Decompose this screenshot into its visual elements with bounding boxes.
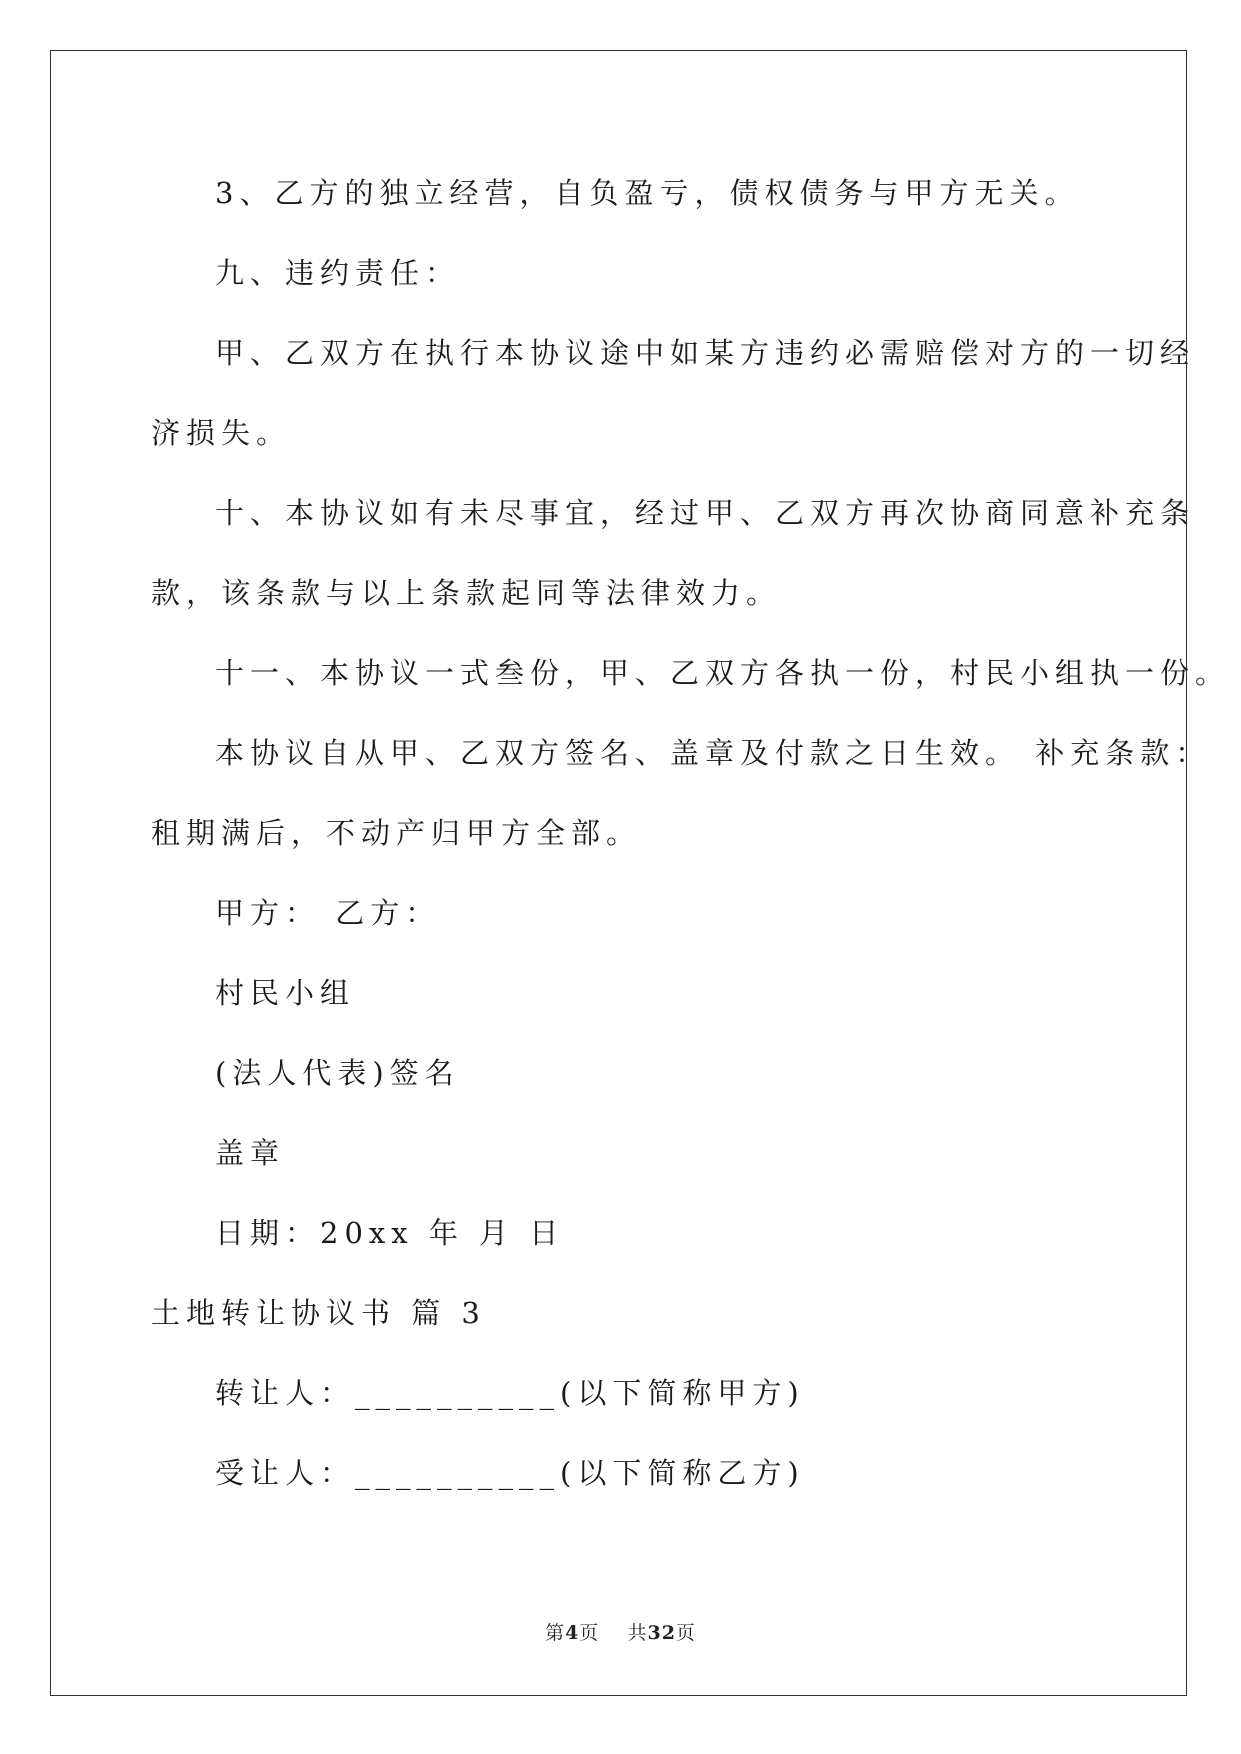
paragraph-debt-clause: 3、乙方的独立经营，自负盈亏，债权债务与甲方无关。 bbox=[215, 176, 1080, 210]
page-border bbox=[50, 50, 1187, 1696]
paragraph-copies: 十一、本协议一式叁份，甲、乙双方各执一份，村民小组执一份。 bbox=[215, 656, 1231, 690]
paragraph-breach-line1: 甲、乙双方在执行本协议途中如某方违约必需赔偿对方的一切经 bbox=[215, 336, 1196, 370]
footer-suffix: 页 bbox=[675, 1622, 696, 1644]
paragraph-supplement-line2: 款，该条款与以上条款起同等法律效力。 bbox=[151, 576, 782, 610]
signature-parties: 甲方： 乙方： bbox=[215, 896, 441, 930]
paragraph-supplement-line1: 十、本协议如有未尽事宜，经过甲、乙双方再次协商同意补充条 bbox=[215, 496, 1196, 530]
signature-legal-rep: (法人代表)签名 bbox=[215, 1056, 460, 1090]
section-title: 土地转让协议书 篇 3 bbox=[151, 1296, 486, 1330]
footer-total-pages: 32 bbox=[647, 1622, 676, 1644]
heading-breach-liability: 九、违约责任： bbox=[215, 256, 461, 290]
footer-prefix: 第 bbox=[545, 1622, 566, 1644]
field-transferee: 受让人：__________(以下简称乙方) bbox=[215, 1456, 805, 1490]
paragraph-effective-line2: 租期满后，不动产归甲方全部。 bbox=[151, 816, 642, 850]
footer-middle: 页 共 bbox=[579, 1622, 648, 1644]
paragraph-breach-line2: 济损失。 bbox=[151, 416, 292, 450]
signature-date: 日期：20xx 年 月 日 bbox=[215, 1216, 565, 1250]
signature-seal: 盖章 bbox=[215, 1136, 286, 1170]
field-transferor: 转让人：__________(以下简称甲方) bbox=[215, 1376, 805, 1410]
paragraph-effective-line1: 本协议自从甲、乙双方签名、盖章及付款之日生效。 补充条款： bbox=[215, 736, 1211, 770]
footer-page-number: 4 bbox=[565, 1622, 580, 1644]
signature-village-group: 村民小组 bbox=[215, 976, 356, 1010]
page-footer bbox=[0, 1618, 1241, 1645]
